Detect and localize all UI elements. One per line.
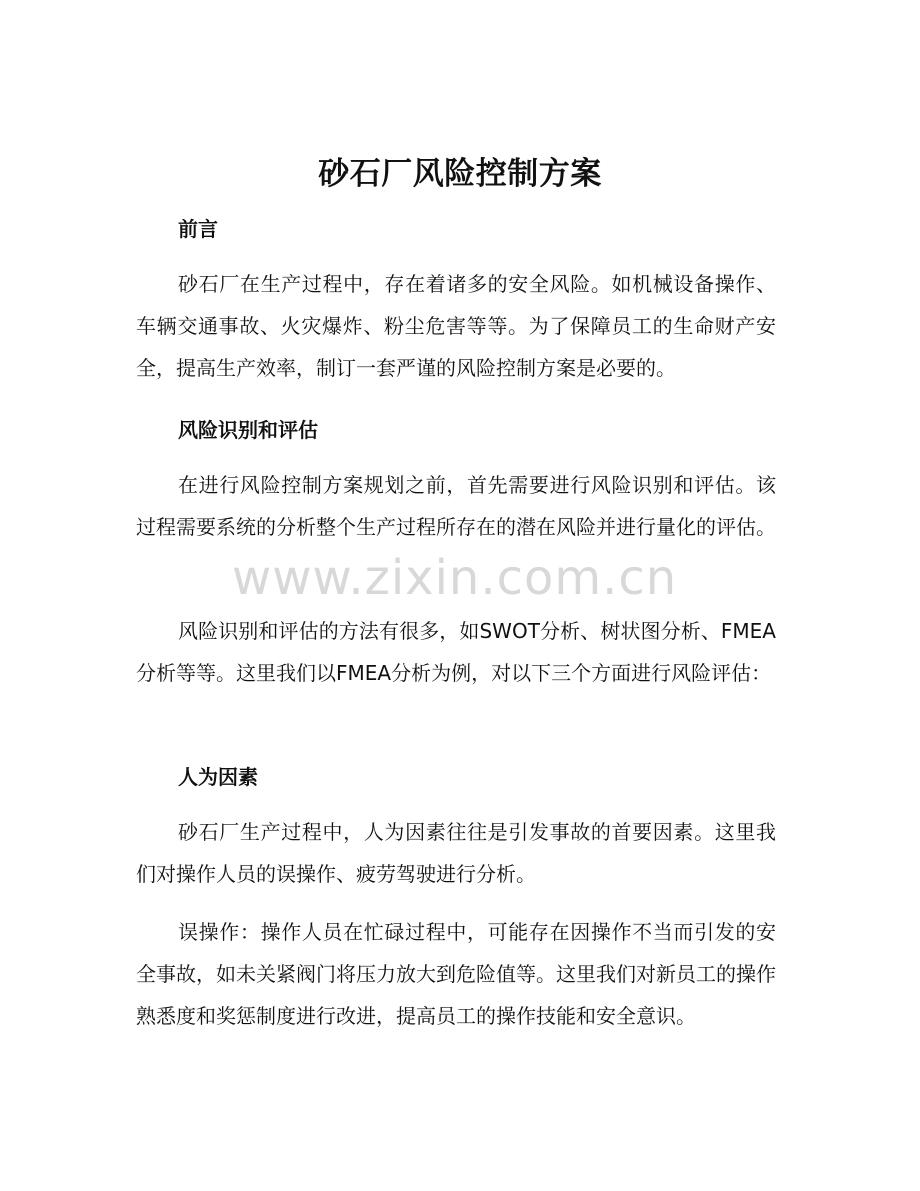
watermark: www.zixin.com.cn	[232, 550, 678, 606]
section-heading-risk-identification: 风险识别和评估	[178, 418, 318, 442]
paragraph-human-factors-1: 砂石厂生产过程中，人为因素往往是引发事故的首要因素。这里我们对操作人员的误操作、疲劳驾驶进行分析。	[136, 820, 776, 886]
document-title: 砂石厂风险控制方案	[318, 156, 602, 192]
section-heading-human-factors: 人为因素	[178, 765, 258, 789]
paragraph-risk-identification-2: 风险识别和评估的方法有很多，如SWOT分析、树状图分析、FMEA分析等等。这里我们以FMEA分析为例，对以下三个方面进行风险评估：	[136, 619, 776, 685]
paragraph-preface: 砂石厂在生产过程中，存在着诸多的安全风险。如机械设备操作、车辆交通事故、火灾爆炸、粉尘危害等等。为了保障员工的生命财产安全，提高生产效率，制订一套严谨的风险控制方案是必要的。	[136, 272, 776, 380]
paragraph-human-factors-2: 误操作：操作人员在忙碌过程中，可能存在因操作不当而引发的安全事故，如未关紧阀门将压力放大到危险值等。这里我们对新员工的操作熟悉度和奖惩制度进行改进，提高员工的操作技能和安全意识。	[136, 920, 776, 1028]
section-heading-preface: 前言	[178, 217, 218, 241]
paragraph-risk-identification-1: 在进行风险控制方案规划之前，首先需要进行风险识别和评估。该过程需要系统的分析整个生产过程所存在的潜在风险并进行量化的评估。	[136, 473, 776, 539]
